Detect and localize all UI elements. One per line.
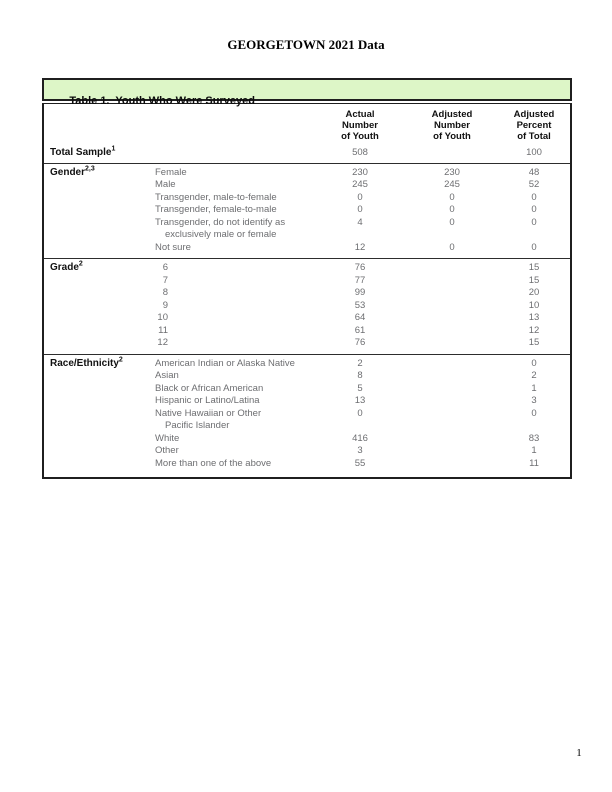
category-label-line1: Transgender, male-to-female — [155, 191, 277, 203]
table-row — [44, 458, 570, 471]
row-label-cell — [44, 395, 314, 408]
category-label — [155, 395, 260, 408]
table-row — [44, 383, 570, 396]
actual-number-cell: 99 — [354, 287, 366, 298]
row-label-cell — [44, 147, 314, 160]
row-label-cell — [44, 262, 314, 275]
adjusted-percent-cell: 0 — [531, 407, 537, 419]
adjusted-percent-cell: 2 — [531, 370, 537, 381]
column-header-line: Actual — [345, 109, 375, 120]
category-label — [155, 312, 168, 325]
table-section — [44, 147, 570, 163]
section-label: Gender$^{2,3}$ — [50, 165, 95, 178]
adjusted-percent-cell: 100 — [526, 147, 542, 158]
row-label-cell — [44, 242, 314, 255]
actual-number-cell: 0 — [357, 407, 363, 419]
adjusted-percent-cell: 0 — [531, 241, 537, 253]
adjusted-number-cell: 0 — [449, 191, 455, 203]
table-row — [44, 275, 570, 288]
table-title: Table 1. Youth Who Were Surveyed — [69, 95, 255, 107]
actual-number-cell: 4 — [357, 216, 363, 228]
category-label — [155, 167, 187, 180]
actual-number-cell: 8 — [357, 370, 363, 381]
category-label-line1: Female — [155, 166, 187, 178]
category-label-line1: More than one of the above — [155, 457, 272, 469]
adjusted-percent-cell: 1 — [531, 445, 537, 456]
column-header-line: of Youth — [341, 131, 379, 142]
category-label-line1: 11 — [158, 324, 168, 336]
table-row — [44, 167, 570, 180]
category-label-line1: 7 — [162, 274, 168, 286]
category-label — [155, 445, 179, 458]
row-label-cell — [44, 458, 314, 471]
column-header-line: Number — [434, 120, 470, 131]
table-body — [42, 103, 572, 479]
category-label — [155, 192, 277, 205]
table-row — [44, 433, 570, 446]
row-label-cell — [44, 337, 314, 350]
category-label — [155, 337, 168, 350]
adjusted-number-cell: 0 — [449, 204, 455, 215]
footnote-marker: 2,3 — [85, 165, 95, 173]
actual-number-cell: 416 — [352, 432, 368, 444]
category-label — [155, 287, 168, 300]
category-label — [155, 262, 168, 275]
adjusted-percent-cell: 83 — [528, 432, 540, 444]
actual-number-cell: 76 — [354, 262, 366, 273]
table-row — [44, 217, 570, 242]
table-header-row — [44, 109, 570, 142]
adjusted-percent-cell: 13 — [528, 312, 540, 323]
page-number: 1 — [576, 747, 582, 759]
actual-number-cell: 13 — [354, 395, 366, 406]
actual-number-cell: 53 — [354, 299, 366, 311]
category-label — [155, 408, 261, 433]
table-row — [44, 262, 570, 275]
row-label-cell — [44, 370, 314, 383]
footnote-marker: 2 — [118, 356, 123, 364]
category-label-line1: Transgender, female-to-male — [155, 204, 277, 215]
table-row — [44, 179, 570, 192]
row-label-cell — [44, 179, 314, 192]
table-row — [44, 395, 570, 408]
table-row — [44, 300, 570, 313]
category-label — [155, 204, 277, 217]
adjusted-percent-cell: 48 — [528, 166, 540, 178]
category-label — [155, 275, 168, 288]
column-header-line: Number — [342, 120, 378, 131]
adjusted-number-cell: 230 — [444, 166, 460, 178]
column-header — [406, 109, 498, 142]
table-row — [44, 370, 570, 383]
section-label: Total Sample$^1$ — [50, 145, 116, 158]
actual-number-cell: 230 — [352, 166, 368, 178]
row-label-cell — [44, 167, 314, 180]
row-label-cell — [44, 383, 314, 396]
actual-number-cell: 64 — [354, 312, 366, 323]
table-1 — [42, 78, 572, 479]
category-label — [155, 358, 295, 371]
category-label-line1: American Indian or Alaska Native — [155, 357, 295, 369]
adjusted-percent-cell: 0 — [531, 216, 537, 228]
table-title-bar — [42, 78, 572, 107]
actual-number-cell: 508 — [352, 147, 368, 158]
table-row — [44, 325, 570, 338]
category-label-line1: 6 — [162, 262, 168, 273]
category-label — [155, 325, 168, 338]
column-header — [498, 109, 570, 142]
category-label — [155, 370, 179, 383]
category-label-line1: Other — [155, 445, 179, 456]
row-label-cell — [44, 204, 314, 217]
adjusted-percent-cell: 15 — [528, 262, 540, 273]
adjusted-percent-cell: 3 — [531, 395, 537, 406]
column-header-line: of Youth — [433, 131, 471, 142]
adjusted-number-cell: 0 — [449, 241, 455, 253]
adjusted-percent-cell: 52 — [528, 179, 540, 190]
adjusted-percent-cell: 1 — [531, 382, 537, 394]
category-label-line2: exclusively male or female — [165, 229, 277, 240]
row-label-cell — [44, 312, 314, 325]
row-label-cell — [44, 445, 314, 458]
row-label-cell — [44, 287, 314, 300]
adjusted-percent-cell: 15 — [528, 337, 540, 348]
category-label — [155, 458, 271, 471]
category-label-line1: Black or African American — [155, 382, 264, 394]
category-label — [155, 217, 285, 242]
row-label-cell — [44, 358, 314, 371]
actual-number-cell: 76 — [354, 337, 366, 348]
table-row — [44, 192, 570, 205]
table-row — [44, 337, 570, 350]
category-label — [155, 179, 176, 192]
table-row — [44, 242, 570, 255]
footnote-marker: 2 — [78, 260, 83, 268]
table-row — [44, 408, 570, 433]
table-section — [44, 258, 570, 354]
column-header — [314, 109, 406, 142]
table-row — [44, 445, 570, 458]
actual-number-cell: 3 — [357, 445, 363, 456]
actual-number-cell: 61 — [354, 324, 366, 336]
adjusted-number-cell: 0 — [449, 216, 455, 228]
category-label-line1: Male — [155, 179, 176, 190]
category-label-line1: Hispanic or Latino/Latina — [155, 395, 260, 406]
row-label-cell — [44, 433, 314, 446]
table-row — [44, 147, 570, 160]
adjusted-percent-cell: 0 — [531, 357, 537, 369]
category-label-line1: Asian — [155, 370, 179, 381]
row-label-cell — [44, 408, 314, 433]
actual-number-cell: 55 — [354, 457, 366, 469]
row-label-cell — [44, 217, 314, 242]
column-header-line: Percent — [516, 120, 552, 131]
adjusted-percent-cell: 20 — [528, 287, 540, 298]
row-label-cell — [44, 325, 314, 338]
section-label: Grade$^2$ — [50, 260, 83, 273]
category-label-line1: 12 — [157, 337, 168, 348]
adjusted-percent-cell: 0 — [531, 191, 537, 203]
table-sections — [44, 147, 570, 474]
actual-number-cell: 5 — [357, 382, 363, 394]
row-label-cell — [44, 192, 314, 205]
table-row — [44, 358, 570, 371]
row-label-cell — [44, 300, 314, 313]
page-title: GEORGETOWN 2021 Data — [227, 37, 385, 52]
adjusted-percent-cell: 11 — [529, 457, 539, 469]
actual-number-cell: 0 — [357, 191, 363, 203]
category-label — [155, 242, 191, 255]
column-header-line: Adjusted — [513, 109, 555, 120]
column-header-line: of Total — [517, 131, 551, 142]
adjusted-percent-cell: 12 — [528, 324, 540, 336]
adjusted-percent-cell: 0 — [531, 204, 537, 215]
table-section — [44, 163, 570, 259]
category-label-line1: 10 — [157, 312, 168, 323]
adjusted-percent-cell: 15 — [528, 274, 540, 286]
footnote-marker: 1 — [111, 145, 116, 153]
category-label-line1: Not sure — [155, 241, 191, 253]
table-section — [44, 354, 570, 475]
actual-number-cell: 0 — [357, 204, 363, 215]
actual-number-cell: 2 — [357, 357, 363, 369]
category-label-line2: Pacific Islander — [165, 420, 230, 431]
adjusted-percent-cell: 10 — [528, 299, 540, 311]
category-label — [155, 433, 179, 446]
category-label-line1: White — [155, 432, 180, 444]
category-label-line1: 9 — [162, 299, 168, 311]
table-row — [44, 287, 570, 300]
actual-number-cell: 245 — [352, 179, 368, 190]
adjusted-number-cell: 245 — [444, 179, 460, 190]
row-label-cell — [44, 275, 314, 288]
table-row — [44, 312, 570, 325]
category-label-line1: Transgender, do not identify as — [155, 216, 286, 228]
category-label-line1: 8 — [162, 287, 168, 298]
category-label-line1: Native Hawaiian or Other — [155, 407, 262, 419]
actual-number-cell: 77 — [354, 274, 366, 286]
section-label: Race/Ethnicity$^2$ — [50, 356, 123, 369]
actual-number-cell: 12 — [354, 241, 366, 253]
table-row — [44, 204, 570, 217]
category-label — [155, 300, 168, 313]
column-header-line: Adjusted — [431, 109, 473, 120]
category-label — [155, 383, 263, 396]
